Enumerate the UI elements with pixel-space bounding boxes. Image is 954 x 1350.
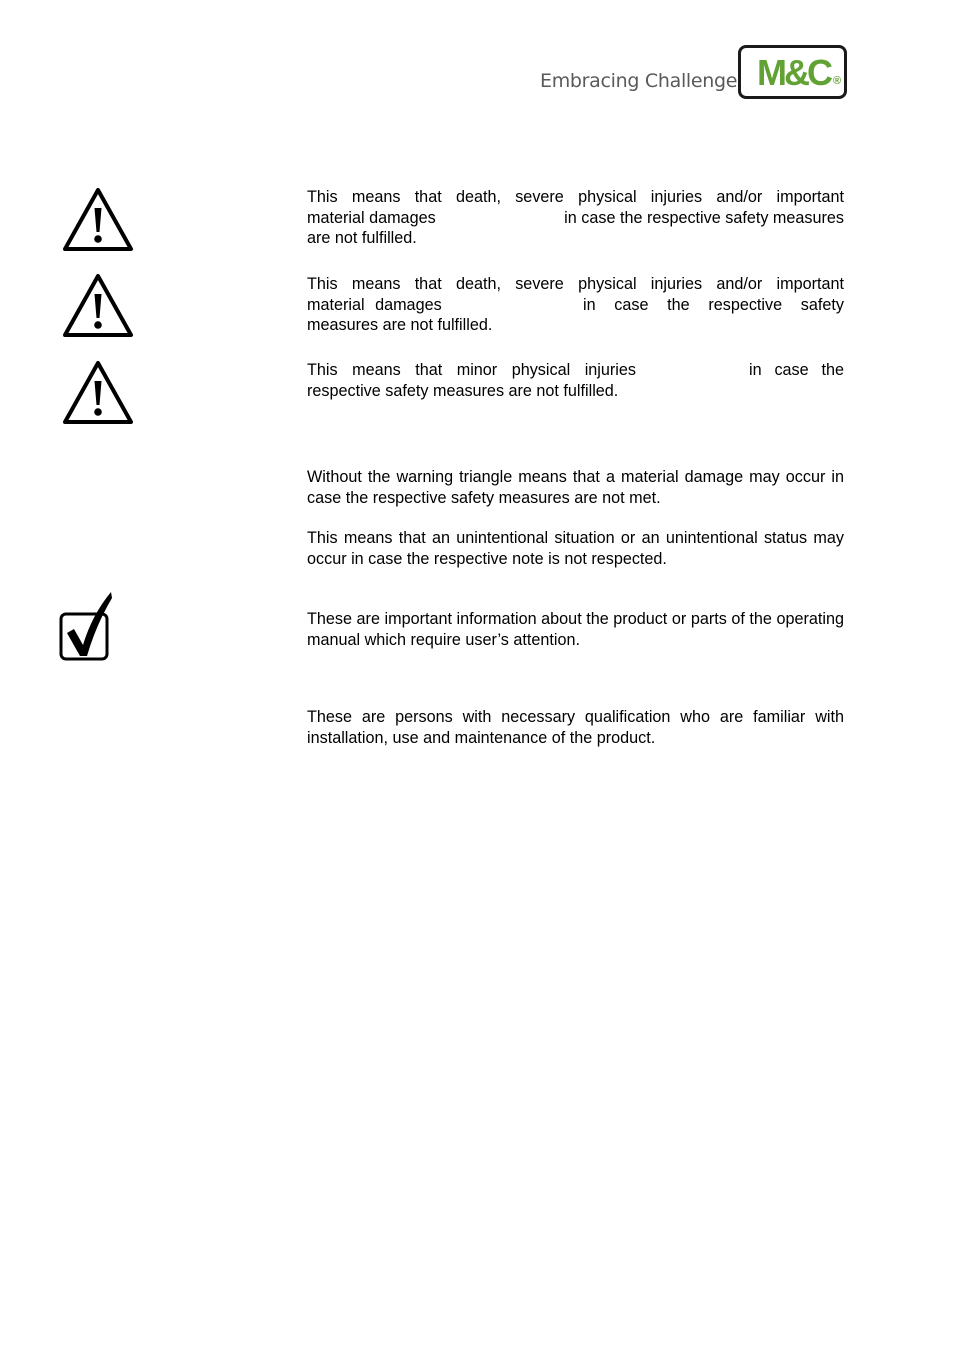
- danger-description: [307, 187, 844, 249]
- warning-line-2: [307, 295, 844, 316]
- company-logo: [738, 45, 847, 99]
- danger-line-1: This means that death, severe physical injuries and/or important: [307, 188, 844, 206]
- note-description: These are important information about the product or parts of the operating manual which require user’s attention.: [307, 610, 844, 649]
- warning-triangle-icon: [62, 272, 134, 338]
- caution-line-1: [307, 360, 844, 381]
- warning-triangle-icon: [62, 359, 134, 425]
- warning-triangle-icon: [62, 186, 134, 252]
- danger-line-2: [307, 208, 844, 229]
- danger-line-2b: in case the respective safety measures: [564, 208, 844, 227]
- warning-line-3: measures are not fulfilled.: [307, 316, 493, 334]
- header-tagline: Embracing Challenge: [540, 70, 738, 92]
- logo-text: [757, 51, 841, 95]
- warning-description: [307, 274, 844, 336]
- caution-line-1a: This means that minor physical injuries: [307, 361, 636, 379]
- caution-description: [307, 360, 844, 401]
- warning-line-1: This means that death, severe physical injuries and/or important: [307, 275, 844, 293]
- warning-line-2b: in case the respective safety: [583, 295, 844, 314]
- logo-registered-mark: ®: [832, 75, 842, 87]
- danger-line-3: are not fulfilled.: [307, 229, 417, 247]
- caution-line-2: respective safety measures are not fulfilled.: [307, 381, 619, 400]
- qualified-personnel-description: These are persons with necessary qualification who are familiar with installation, use and maintenance of the product.: [307, 708, 844, 747]
- warning-line-2a: material damages: [307, 295, 442, 314]
- danger-line-2a: material damages: [307, 208, 436, 227]
- caution-line-1b: in case the: [749, 361, 844, 379]
- logo-wordmark: M&C: [757, 52, 830, 93]
- checkbox-checkmark-icon: [58, 590, 114, 662]
- attention-description: This means that an unintentional situation or an unintentional status may occur in case the respective note is not respected.: [307, 529, 844, 568]
- material-damage-description: Without the warning triangle means that a material damage may occur in case the respective safety measures are not met.: [307, 468, 844, 507]
